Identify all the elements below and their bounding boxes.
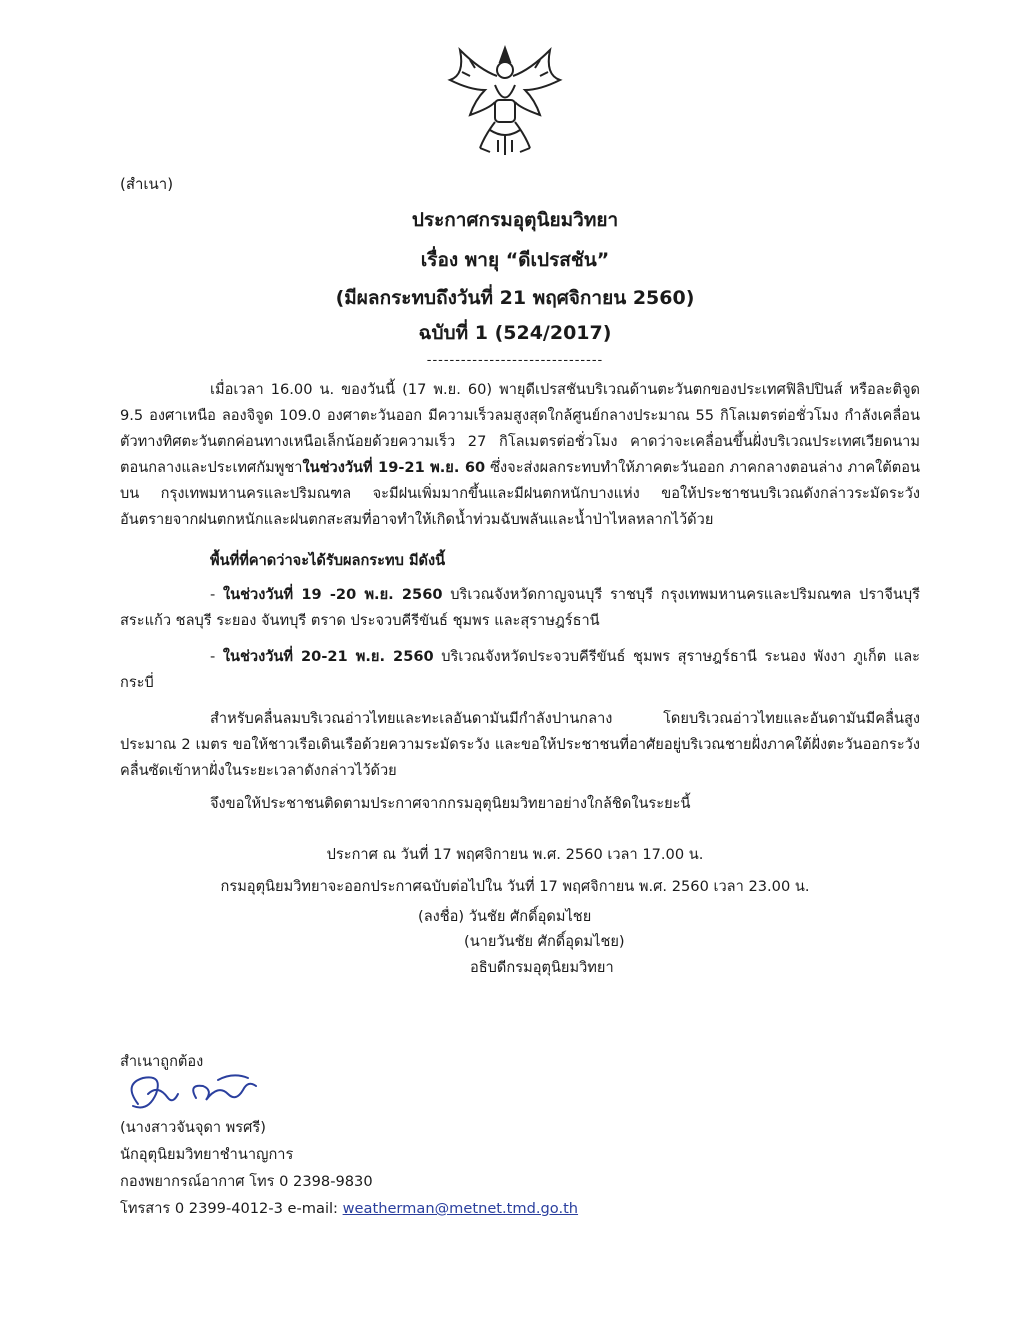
area1-bold: ในช่วงวันที่ 19 -20 พ.ย. 2560 <box>223 586 443 603</box>
handwritten-signature-icon <box>118 1064 268 1120</box>
area1-text: บริเวณจังหวัดกาญจนบุรี ราชบุรี กรุงเทพมหานครและปริมณฑล ปราจีนบุรี สระแก้ว ชลบุรี ระยอง จันทบุรี ตราด ประจวบคีรีขันธ์ ชุมพร และสุราษฎร์ธานี <box>120 586 920 629</box>
areas-heading-text: พื้นที่ที่คาดว่าจะได้รับผลกระทบ มีดังนี้ <box>210 552 446 569</box>
certifier-name: (นางสาวจันจุดา พรศรี) <box>120 1119 266 1136</box>
copy-mark: (สำเนา) <box>120 175 174 193</box>
area2-dash: - <box>210 648 223 665</box>
document-title: ประกาศกรมอุตุนิยมวิทยา <box>411 209 619 231</box>
certified-copy-label: สำเนาถูกต้อง <box>120 1053 204 1070</box>
signer-name: (นายวันชัย ศักดิ์อุดมไชย) <box>464 933 625 950</box>
area1-dash: - <box>210 586 224 603</box>
garuda-emblem-icon <box>440 40 570 160</box>
divider: ------------------------------- <box>426 353 604 368</box>
signed-line: (ลงชื่อ) วันชัย ศักดิ์อุดมไชย <box>418 908 592 925</box>
paragraph-storm-status <box>120 377 920 533</box>
next-issue-time: กรมอุตุนิยมวิทยาจะออกประกาศฉบับต่อไปใน วันที่ 17 พฤศจิกายน พ.ศ. 2560 เวลา 23.00 น. <box>220 878 810 895</box>
fax-text: โทรสาร 0 2399-4012-3 e-mail: <box>120 1200 343 1217</box>
area2-text: บริเวณจังหวัดประจวบคีรีขันธ์ ชุมพร สุราษฎร์ธานี ระนอง พังงา ภูเก็ต และกระบี่ <box>120 648 921 691</box>
announcement-date: ประกาศ ณ วันที่ 17 พฤศจิกายน พ.ศ. 2560 เวลา 17.00 น. <box>326 846 704 863</box>
para-follow-text: จึงขอให้ประชาชนติดตามประกาศจากกรมอุตุนิยมวิทยาอย่างใกล้ชิดในระยะนี้ <box>210 795 691 812</box>
paragraph-waves <box>120 706 920 784</box>
fax-email-line <box>120 1197 578 1220</box>
area2-bold: ในช่วงวันที่ 20-21 พ.ย. 2560 <box>222 648 434 665</box>
document-effect-date: (มีผลกระทบถึงวันที่ 21 พฤศจิกายน 2560) <box>335 287 695 309</box>
paragraph-follow <box>120 791 920 817</box>
area-item-1 <box>120 582 920 634</box>
document-issue-number: ฉบับที่ 1 (524/2017) <box>418 322 612 344</box>
para-wave-text: สำหรับคลื่นลมบริเวณอ่าวไทยและทะเลอันดามันมีกำลังปานกลาง โดยบริเวณอ่าวไทยและอันดามันมีคลื่นสูงประมาณ 2 เมตร ขอให้ชาวเรือเดินเรือด้วยความระมัดระวัง และขอให้ประชาชนที่อาศัยอยู่บริเวณชายฝั่งภาคใต้ฝั่งตะวันออกระวังคลื่นซัดเข้าหาฝั่งในระยะเวลาดังกล่าวไว้ด้วย <box>120 710 920 779</box>
para1-rest: ซึ่งจะส่งผลกระทบทำให้ภาคตะวันออก ภาคกลางตอนล่าง ภาคใต้ตอนบน กรุงเทพมหานครและปริมณฑล จะมีฝนเพิ่มมากขึ้นและมีฝนตกหนักบางแห่ง ขอให้ประชาชนบริเวณดังกล่าวระมัดระวังอันตรายจากฝนตกหนักและฝนตกสะสมที่อาจทำให้เกิดน้ำท่วมฉับพลันและน้ำป่าไหลหลากไว้ด้วย <box>120 459 921 528</box>
areas-heading <box>120 548 920 574</box>
para1-bold: ในช่วงวันที่ 19-21 พ.ย. 60 <box>302 459 486 476</box>
email-link[interactable]: weatherman@metnet.tmd.go.th <box>342 1200 579 1217</box>
document-subject: เรื่อง พายุ “ดีเปรสชัน” <box>420 249 610 271</box>
signer-title: อธิบดีกรมอุตุนิยมวิทยา <box>470 959 614 976</box>
para1-text: เมื่อเวลา 16.00 น. ของวันนี้ (17 พ.ย. 60) พายุดีเปรสชันบริเวณด้านตะวันตกของประเทศฟิลิปปินส์ หรือละติจูด 9.5 องศาเหนือ ลองจิจูด 109.0 องศาตะวันออก มีความเร็วลมสูงสุดใกล้ศูนย์กลางประมาณ 55 กิโลเมตรต่อชั่วโมง กำลังเคลื่อนตัวทางทิศตะวันตกค่อนทางเหนือเล็กน้อยด้วยความเร็ว 27 กิโลเมตรต่อชั่วโมง คาดว่าจะเคลื่อนขึ้นฝั่งบริเวณประเทศเวียดนามตอนกลางและประเทศกัมพูชา <box>120 381 920 476</box>
division-phone: กองพยากรณ์อากาศ โทร 0 2398-9830 <box>120 1173 373 1190</box>
certifier-title: นักอุตุนิยมวิทยาชำนาญการ <box>120 1146 294 1163</box>
area-item-2 <box>120 644 920 696</box>
